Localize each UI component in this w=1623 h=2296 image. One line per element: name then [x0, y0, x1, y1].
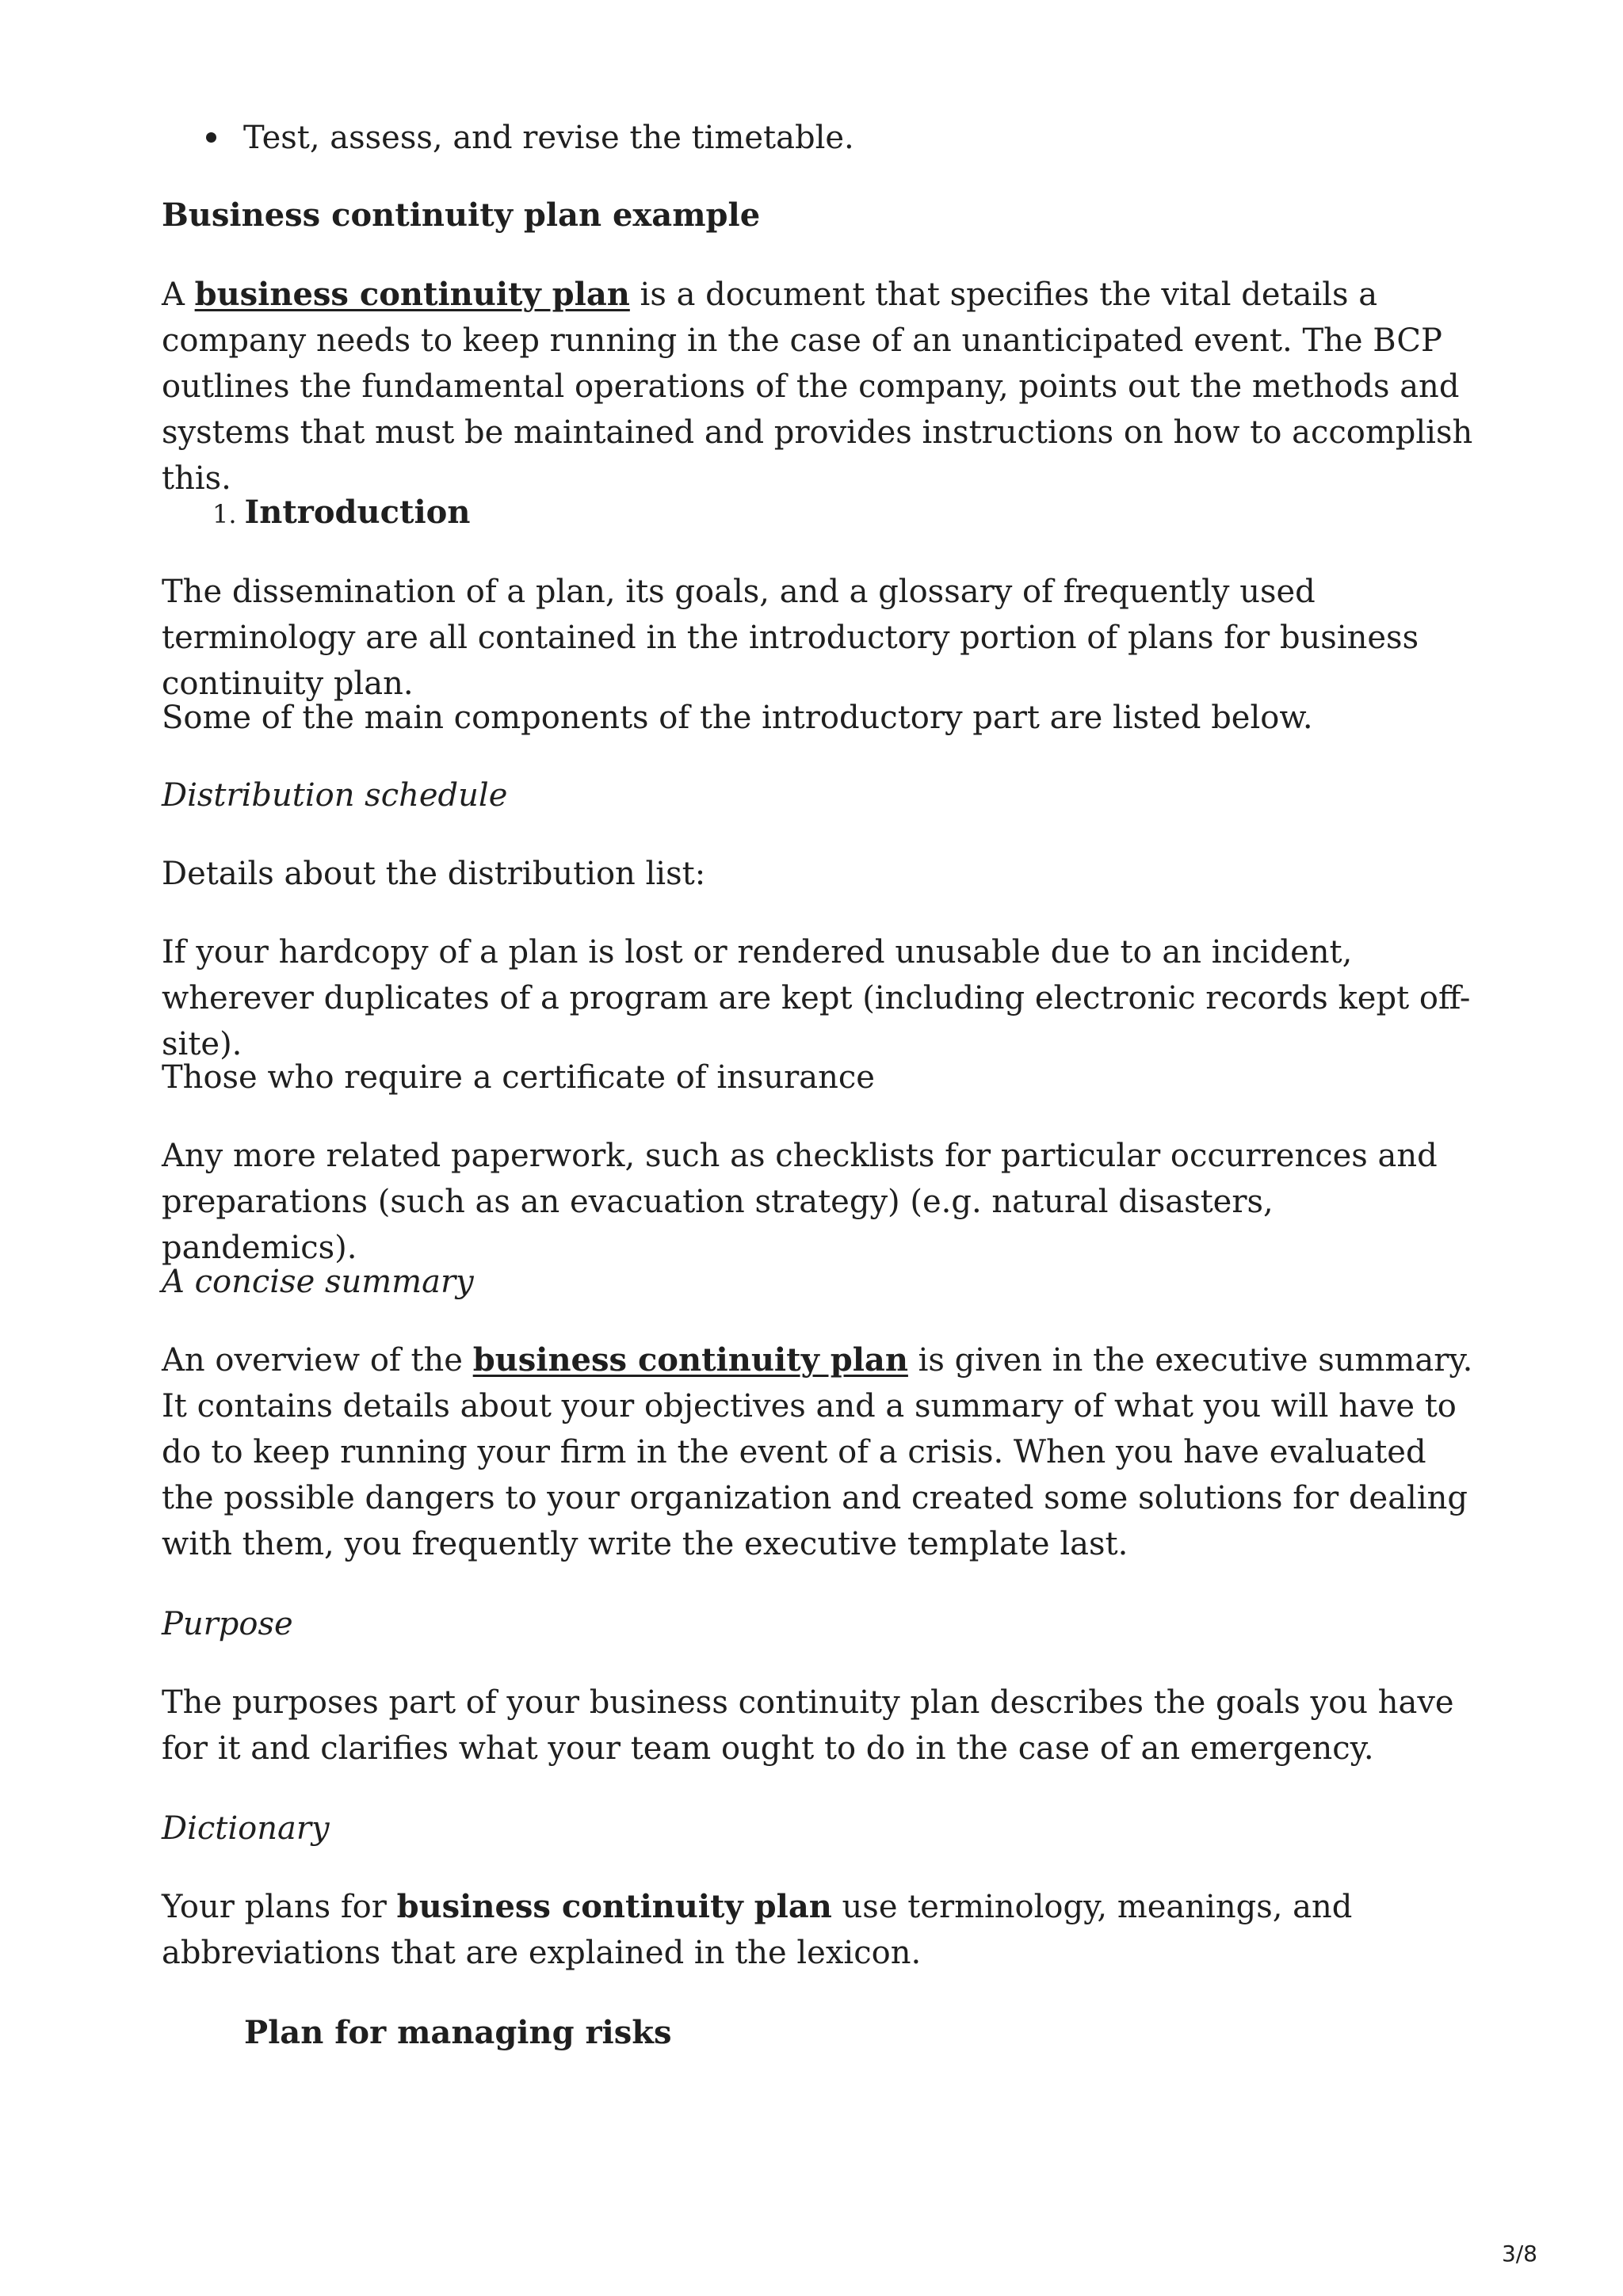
paragraph-text: use terminology, meanings, and abbreviations that are explained in the lexicon.	[162, 1889, 1353, 1971]
paragraph-text: An overview of the	[162, 1342, 473, 1379]
list-item-label: Introduction	[244, 494, 471, 531]
paragraph-intro	[162, 272, 1477, 502]
paragraph-hardcopy: If your hardcopy of a plan is lost or rendered unusable due to an incident, wherever duplicates of a program are kept (including electronic records kept off-site).	[162, 934, 1471, 1062]
paragraph-insurance: Those who require a certificate of insurance	[162, 1059, 875, 1096]
subheading-distribution: Distribution schedule	[162, 777, 508, 814]
subheading-summary: A concise summary	[162, 1264, 474, 1300]
section-heading: Business continuity plan example	[162, 196, 761, 234]
numbered-list-item	[212, 490, 1480, 537]
paragraph-text: Your plans for	[162, 1889, 397, 1925]
paragraph-overview	[162, 1337, 1477, 1567]
paragraph-purpose: The purposes part of your business continuity plan describes the goals you have for it and clarifies what your team ought to do in the case of an emergency.	[162, 1684, 1454, 1767]
bold-term: business continuity plan	[396, 1888, 832, 1925]
paragraph-paperwork: Any more related paperwork, such as checklists for particular occurrences and preparations (such as an evacuation strategy) (e.g. natural disasters, pandemics).	[162, 1138, 1438, 1266]
subheading-dictionary: Dictionary	[162, 1810, 330, 1847]
page-number: 3/8	[1501, 2241, 1537, 2267]
paragraph-text: is given in the executive summary. It contains details about your objectives and a summary of what you will have to do to keep running your firm in the event of a crisis. When you have evaluated the possible dangers to your organization and created some solutions for dealing with them, you frequently write the executive template last.	[162, 1342, 1473, 1562]
subheading-purpose: Purpose	[162, 1606, 293, 1642]
section-heading-risks: Plan for managing risks	[244, 2014, 672, 2051]
business-continuity-plan-link[interactable]: business continuity plan	[194, 276, 630, 313]
paragraph-text: A	[162, 277, 195, 313]
business-continuity-plan-link[interactable]: business continuity plan	[472, 1341, 908, 1379]
paragraph-dissemination: The dissemination of a plan, its goals, and a glossary of frequently used terminology are all contained in the introductory portion of plans for business continuity plan.	[162, 574, 1419, 702]
paragraph-distribution-details: Details about the distribution list:	[162, 856, 706, 892]
list-number: 1.	[212, 499, 237, 529]
paragraph-components: Some of the main components of the introductory part are listed below.	[162, 700, 1313, 736]
bullet-icon	[206, 132, 216, 143]
paragraph-text: is a document that specifies the vital details a company needs to keep running in the case of an unanticipated event. The BCP outlines the fundamental operations of the company, points out the methods and systems that must be maintained and provides instructions on how to accomplish this.	[162, 277, 1473, 497]
bullet-text: Test, assess, and revise the timetable.	[243, 120, 854, 156]
bullet-list-item	[206, 115, 1474, 161]
paragraph-dictionary	[162, 1884, 1477, 1976]
